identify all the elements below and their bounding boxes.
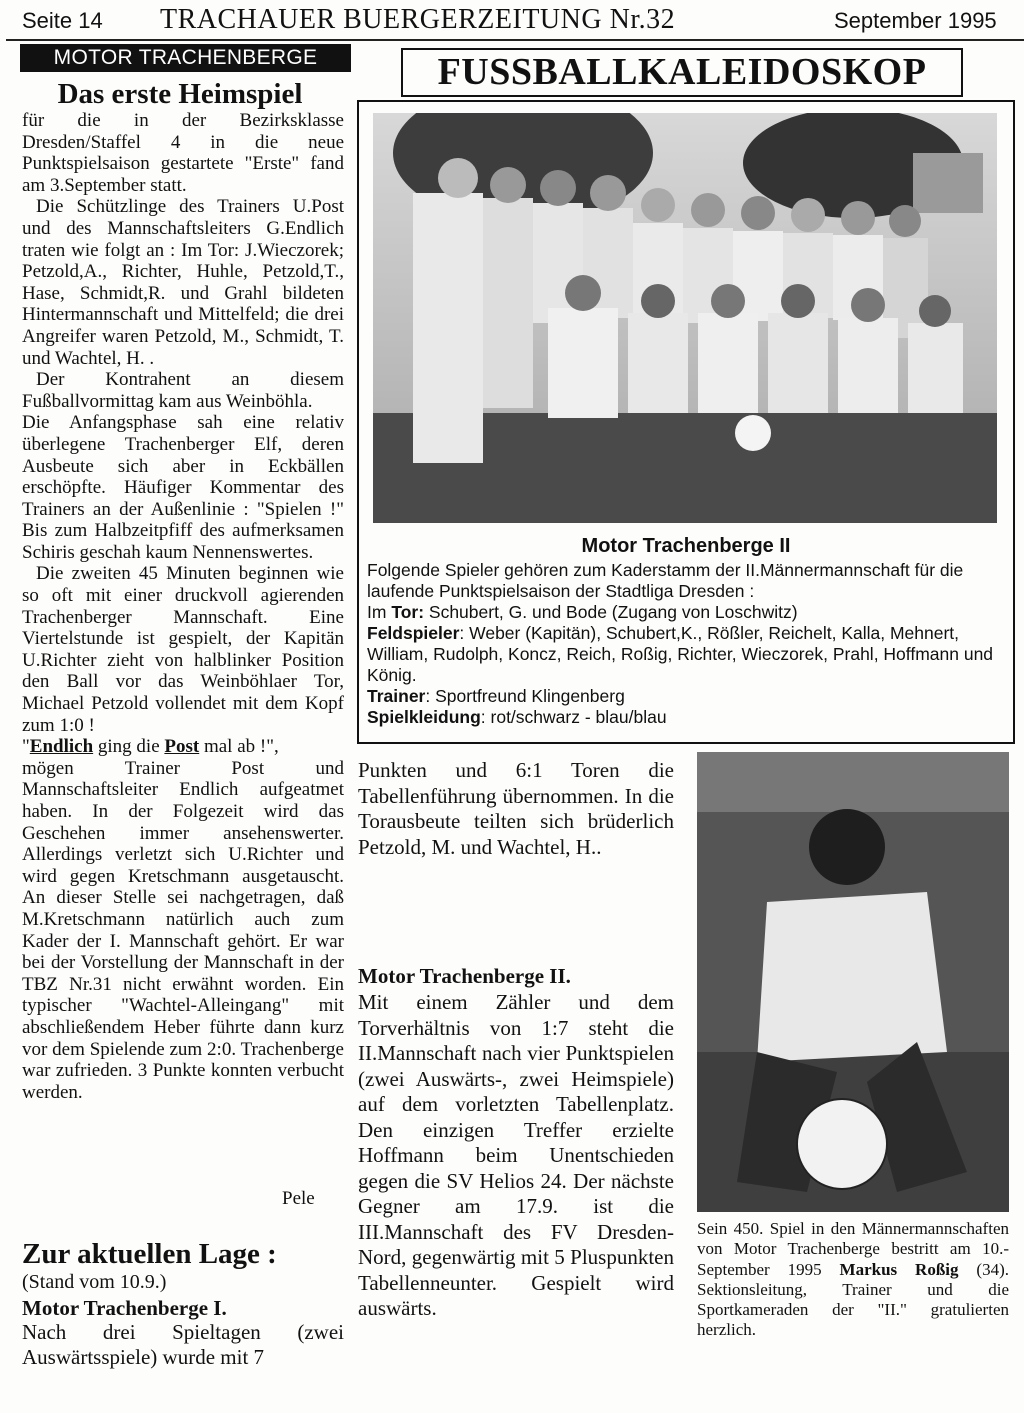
team-caption-tor — [367, 602, 1007, 623]
lage-headline: Zur aktuellen Lage : — [22, 1238, 277, 1270]
football — [735, 415, 771, 451]
team-caption-kleidung — [367, 707, 1007, 728]
trainer-label: Trainer — [367, 686, 426, 706]
tor-label: Tor: — [391, 602, 425, 622]
player-caption-post: (34). Sektionsleitung, Trainer und die Sportkameraden der "II." gratulierten herzlich. — [697, 1259, 1009, 1340]
feld-label: Feldspieler — [367, 623, 460, 643]
lage-team2-head: Motor Trachenberge II. — [358, 964, 571, 988]
tor-value: Schubert, G. und Bode (Zugang von Loschwitz) — [424, 602, 798, 622]
team-caption-trainer — [367, 686, 1007, 707]
lage-team1-body: Nach drei Spieltagen (zwei Auswärtsspiele) wurde mit 7 — [22, 1320, 344, 1369]
quote-mark: " — [22, 736, 30, 758]
player-head — [809, 809, 885, 885]
player-caption-pre: Sein 450. Spiel in den Männermannschaften von Motor Trachenberge bestritt am 10.-September 1995 — [697, 1219, 1009, 1279]
page-number: Seite 14 — [22, 8, 103, 33]
quote-middle: ging die — [93, 736, 165, 758]
feld-value: : Weber (Kapitän), Schubert,K., Rößler, Reichelt, Kalla, Mehnert, William, Rudolph, Koncz, Reich, Roßig, Richter, Wieczorek, Prahl, Hoffmann und König. — [367, 623, 994, 685]
player-photo — [697, 752, 1009, 1212]
article-paragraph: mögen Trainer Post und Mannschaftsleiter Endlich aufgeatmet haben. In der Folgezeit wird das Geschehen immer ansehenswerter. Allerdings verletzt sich U.Richter und wird gegen Kretschmann ausgetauscht. An dieser Stelle sei nachgetragen, daß M.Kretschmann natürlich auch zum Kader der I. Mannschaft gehört. Er war bei der Vorstellung der Mannschaft in der TBZ Nr.31 nicht erwähnt worden. Ein typischer "Wachtel-Alleingang" mit abschließendem Heber führte dann kurz vor dem Spielende zum 2:0. Trachenberge war zufrieden. 3 Punkte konnten verbucht werden. — [22, 757, 344, 1103]
article-paragraph: für die in der Bezirksklasse Dresden/Staffel 4 in die neue Punktspielsaison gestartete "Erste" fand am 3.September statt. — [22, 110, 344, 196]
lage-team1-head: Motor Trachenberge I. — [22, 1296, 227, 1320]
section-title: FUSSBALLKALEIDOSKOP — [401, 48, 963, 97]
issue-date: September 1995 — [834, 8, 997, 33]
article-paragraph: Der Kontrahent an diesem Fußballvormittag kam aus Weinböhla. — [22, 369, 344, 412]
page-header — [0, 0, 1024, 40]
article-body — [22, 110, 344, 1103]
issue-number: Nr.32 — [609, 4, 676, 35]
trainer-value: : Sportfreund Klingenberg — [425, 686, 625, 706]
football — [797, 1099, 887, 1189]
article-kicker: MOTOR TRACHENBERGE — [20, 44, 351, 72]
player-jersey — [757, 892, 947, 1062]
kleidung-label: Spielkleidung — [367, 707, 481, 727]
article-author: Pele — [282, 1188, 315, 1209]
player-caption — [697, 1219, 1009, 1341]
article-headline: Das erste Heimspiel — [57, 78, 303, 110]
lage-stand: (Stand vom 10.9.) — [22, 1271, 167, 1293]
team-caption-intro: Folgende Spieler gehören zum Kaderstamm der II.Männermannschaft für die laufende Punktspielsaison der Stadtliga Dresden : — [367, 560, 964, 601]
article-paragraph: Die Anfangsphase sah eine relativ überlegene Trachenberger Elf, deren Ausbeute sich aber in Eckbällen erschöpfte. Häufiger Kommentar des Trainers an der Außenlinie : "Spielen !" Bis zum Halbzeitpfiff des aufmerksamen Schiris geschah kaum Nennenswertes. — [22, 412, 344, 563]
team-caption-body — [367, 560, 1007, 728]
building — [913, 153, 983, 213]
article-quote-line — [22, 736, 344, 758]
player-caption-name: Markus Roßig — [839, 1259, 959, 1279]
article-paragraph: Die Schützlinge des Trainers U.Post und des Mannschaftsleiters G.Endlich traten wie folgt an : Im Tor: J.Wieczorek; Petzold,A., Richter, Huhle, Petzold,T., Hase, Schmidt,R. und Grahl bildeten Hintermannschaft und Mittelfeld; die drei Angreifer waren Petzold, M., Schmidt, T. und Wachtel, H. . — [22, 196, 344, 369]
lage-team1-continued: Punkten und 6:1 Toren die Tabellenführung übernommen. In die Torausbeute teilten sich brüderlich Petzold, M. und Wachtel, H.. — [358, 758, 674, 859]
tor-prefix: Im — [367, 602, 392, 622]
article-paragraph: Die zweiten 45 Minuten beginnen wie so oft mit einer druckvoll agierenden Trachenberger Mannschaft. Eine Viertelstunde ist gespielt, der Kapitän U.Richter zieht von halblinker Position den Ball vor das Weinböhlaer Tor, Michael Petzold vollendet mit dem Kopf zum 1:0 ! — [22, 563, 344, 736]
team-photo — [373, 113, 997, 523]
quote-word-post: Post — [164, 736, 200, 758]
team-caption-feld — [367, 623, 1007, 686]
newspaper-name: TRACHAUER BUERGERZEITUNG — [160, 4, 603, 35]
newspaper-title — [160, 4, 675, 36]
quote-close: mal ab !", — [199, 736, 279, 758]
team-caption-title: Motor Trachenberge II — [581, 535, 791, 557]
header-rule — [6, 39, 1024, 41]
kleidung-value: : rot/schwarz - blau/blau — [480, 707, 667, 727]
lage-team2-body: Mit einem Zähler und dem Torverhältnis von 1:7 steht die II.Mannschaft nach vier Punktspielen (zwei Auswärts-, zwei Heimspiele) auf dem vorletzten Tabellenplatz. Den einzigen Treffer erzielte Hoffmann beim Unentschieden gegen die SV Helios 24. Der nächste Gegner am 17.9. ist die III.Mannschaft des FV Dresden-Nord, gegenwärtig mit 5 Pluspunkten Tabellenneunter. Gespielt wird auswärts. — [358, 990, 674, 1320]
quote-word-endlich: Endlich — [29, 736, 94, 758]
